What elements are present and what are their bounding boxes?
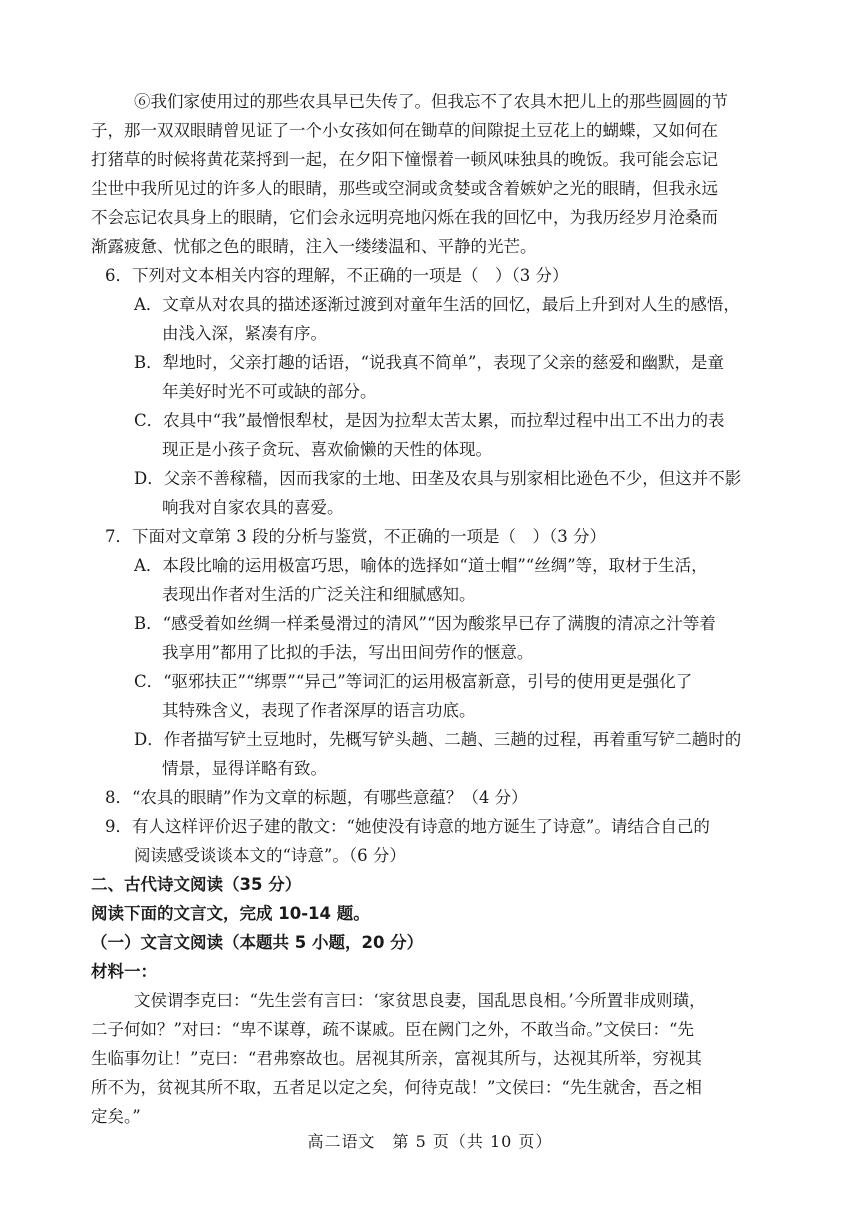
passage-line: 打猪草的时候将黄花菜捋到一起，在夕阳下憧憬着一顿风味独具的晚饭。我可能会忘记 — [91, 150, 718, 169]
question-9-cont: 阅读感受谈谈本文的“诗意”。（6 分） — [134, 846, 406, 865]
q7-option-c: C．“驱邪扶正”“绑票”“异己”等词汇的运用极富新意，引号的使用更是强化了 — [134, 672, 693, 691]
question-8: 8．“农具的眼睛”作为文章的标题，有哪些意蕴？（4 分） — [105, 788, 528, 807]
sub-section-heading: （一）文言文阅读（本题共 5 小题，20 分） — [91, 933, 424, 952]
q6-option-c-cont: 现正是小孩子贪玩、喜欢偷懒的天性的体现。 — [162, 440, 492, 459]
q6-option-c: C．农具中“我”最憎恨犁杖，是因为拉犁太苦太累，而拉犁过程中出工不出力的表 — [134, 411, 725, 430]
passage-line: 不会忘记农具身上的眼睛，它们会永远明亮地闪烁在我的回忆中，为我历经岁月沧桑而 — [91, 208, 718, 227]
page-footer: 高二语文 第 5 页（共 10 页） — [307, 1132, 553, 1151]
q7-option-d: D．作者描写铲土豆地时，先概写铲头趟、二趟、三趟的过程，再着重写铲二趟时的 — [134, 730, 742, 749]
question-7-stem: 7．下面对文章第 3 段的分析与鉴赏，不正确的一项是（ ）（3 分） — [105, 527, 606, 546]
q6-option-a-cont: 由浅入深，紧凑有序。 — [162, 324, 327, 343]
classical-text-line: 所不为，贫视其所不取，五者足以定之矣，何待克哉！”文侯曰：“先生就舍，吾之相 — [91, 1078, 702, 1097]
q7-option-a-cont: 表现出作者对生活的广泛关注和细腻感知。 — [162, 585, 476, 604]
classical-text-line: 生临事勿让！”克曰：“君弗察故也。居视其所亲，富视其所与，达视其所举，穷视其 — [91, 1049, 702, 1068]
section-heading: 二、古代诗文阅读（35 分） — [91, 875, 302, 894]
material-label: 材料一： — [91, 962, 157, 981]
q7-option-b-cont: 我享用”都用了比拟的手法，写出田间劳作的惬意。 — [162, 643, 534, 662]
section-instruction: 阅读下面的文言文，完成 10-14 题。 — [91, 904, 370, 923]
q6-option-b: B．犁地时，父亲打趣的话语，“说我真不简单”，表现了父亲的慈爱和幽默，是童 — [134, 353, 724, 372]
q7-option-c-cont: 其特殊含义，表现了作者深厚的语言功底。 — [162, 701, 476, 720]
q6-option-b-cont: 年美好时光不可或缺的部分。 — [162, 382, 377, 401]
q7-option-a: A．本段比喻的运用极富巧思，喻体的选择如“道士帽”“丝绸”等，取材于生活， — [134, 556, 708, 575]
passage-line: ⑥我们家使用过的那些农具早已失传了。但我忘不了农具木把儿上的那些圆圆的节 — [134, 92, 728, 111]
passage-line: 渐露疲惫、忧郁之色的眼睛，注入一缕缕温和、平静的光芒。 — [91, 237, 537, 256]
question-9: 9．有人这样评价迟子建的散文：“她使没有诗意的地方诞生了诗意”。请结合自己的 — [105, 817, 710, 836]
passage-line: 子，那一双双眼睛曾见证了一个小女孩如何在锄草的间隙捉土豆花上的蝴蝶，又如何在 — [91, 121, 718, 140]
q6-option-a: A．文章从对农具的描述逐渐过渡到对童年生活的回忆，最后上升到对人生的感悟， — [134, 295, 740, 314]
classical-text-line: 二子何如？”对曰：“卑不谋尊，疏不谋戚。臣在阙门之外，不敢当命。”文侯曰：“先 — [91, 1020, 694, 1039]
classical-text-line: 定矣。” — [91, 1107, 141, 1126]
classical-text-line: 文侯谓李克曰：“先生尝有言曰：‘家贫思良妻，国乱思良相。’今所置非成则璜， — [134, 991, 706, 1010]
passage-line: 尘世中我所见过的许多人的眼睛，那些或空洞或贪婪或含着嫉妒之光的眼睛，但我永远 — [91, 179, 718, 198]
q7-option-d-cont: 情景，显得详略有致。 — [162, 759, 327, 778]
q7-option-b: B．“感受着如丝绸一样柔曼滑过的清风”“因为酸浆早已存了满腹的清凉之汁等着 — [134, 614, 716, 633]
q6-option-d: D．父亲不善稼穑，因而我家的土地、田垄及农具与别家相比逊色不少，但这并不影 — [134, 469, 742, 488]
q6-option-d-cont: 响我对自家农具的喜爱。 — [162, 498, 344, 517]
question-6-stem: 6．下列对文本相关内容的理解，不正确的一项是（ ）（3 分） — [105, 266, 569, 285]
